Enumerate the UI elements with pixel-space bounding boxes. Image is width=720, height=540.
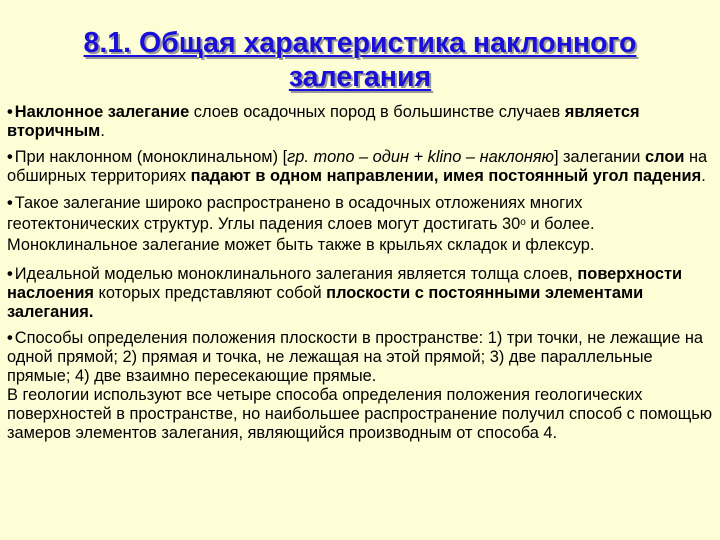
bullet-marker: •	[7, 103, 13, 121]
title-line-2: залегания	[288, 61, 432, 93]
emphasis: поверхности наслоения	[7, 265, 683, 302]
bullet-paragraph-5	[7, 329, 713, 386]
bullet-marker: •	[7, 329, 13, 347]
term-inclined-bedding: Наклонное залегание	[14, 103, 190, 121]
title-line-1: 8.1. Общая характеристика наклонного	[83, 27, 637, 59]
bullet-marker: •	[7, 194, 13, 212]
emphasis: падают в одном направлении, имея постоянный угол падения	[190, 167, 702, 185]
text: на обширных территориях	[7, 148, 708, 185]
text: При наклонном (моноклинальном) [	[14, 148, 288, 166]
slide-title	[0, 26, 720, 94]
degree-superscript: о	[520, 217, 526, 228]
emphasis: плоскости с постоянными элементами залегания.	[7, 284, 644, 321]
text: которых представляют собой	[94, 284, 327, 302]
text: В геологии используют все четыре способа определения положения геологических поверхностей в пространстве, но наибольшее распространение получил способ с помощью замеров элементов залегания, являющийся производным от способа 4.	[7, 386, 713, 442]
text: Идеальной моделью моноклинального залегания является толща слоев,	[14, 265, 578, 283]
bullet-paragraph-3	[7, 193, 713, 256]
emphasis: является вторичным	[7, 103, 640, 140]
etymology: гр. mono – один + klino – наклоняю	[287, 148, 554, 166]
text: Такое залегание широко распространено в осадочных отложениях многих геотектонических структур. Углы падения слоев могут достигать 30	[7, 194, 583, 233]
text: .	[100, 122, 105, 140]
emphasis: слои	[645, 148, 685, 166]
bullet-paragraph-4	[7, 265, 713, 322]
text: и более. Моноклинальное залегание может быть также в крыльях складок и флексур.	[7, 215, 595, 254]
closing-paragraph	[7, 386, 713, 443]
slide-body	[7, 103, 713, 443]
text: слоев осадочных пород в большинстве случаев	[189, 103, 565, 121]
bullet-marker: •	[7, 265, 13, 283]
text: Способы определения положения плоскости в пространстве: 1) три точки, не лежащие на одной прямой; 2) прямая и точка, не лежащая на этой прямой; 3) две параллельные прямые; 4) две взаимно пересекающие прямые.	[7, 329, 704, 385]
text: .	[701, 167, 706, 185]
text: ] залегании	[553, 148, 646, 166]
bullet-marker: •	[7, 148, 13, 166]
bullet-paragraph-1	[7, 103, 713, 141]
bullet-paragraph-2	[7, 148, 713, 186]
